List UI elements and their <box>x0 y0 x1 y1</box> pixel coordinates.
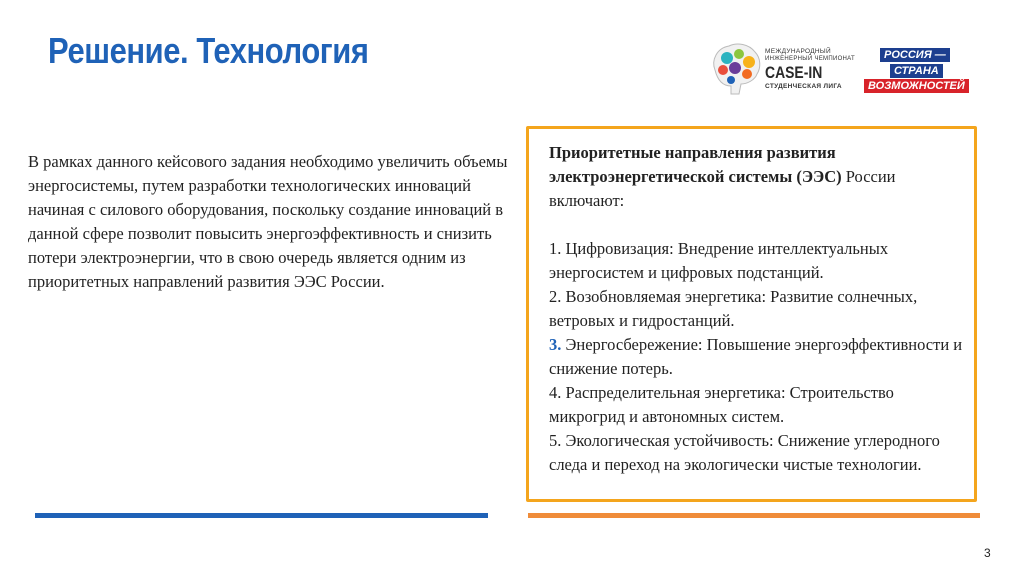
case-in-wordmark: CASE-IN <box>765 63 823 82</box>
priorities-content <box>549 141 969 477</box>
slide-title: Решение. Технология <box>48 30 369 71</box>
priority-item-1 <box>549 237 969 285</box>
priority-item-3 <box>549 333 969 381</box>
priority-item-1-text: Цифровизация: Внедрение интеллектуальных энергосистем и цифровых подстанций. <box>549 239 889 282</box>
priority-item-4 <box>549 381 969 429</box>
case-in-line4: СТУДЕНЧЕСКАЯ ЛИГА <box>765 83 842 90</box>
russia-logo-line3: ВОЗМОЖНОСТЕЙ <box>864 79 969 93</box>
bottom-bar-orange <box>528 513 980 518</box>
priority-item-5-num: 5. <box>549 431 562 450</box>
priority-item-2-text: Возобновляемая энергетика: Развитие солнечных, ветровых и гидростанций. <box>549 287 918 330</box>
priorities-heading-rest: России включают: <box>549 167 896 210</box>
priorities-box <box>526 126 977 502</box>
priorities-heading-bold: Приоритетные направления развития электроэнергетической системы (ЭЭС) <box>549 143 842 186</box>
priority-item-3-text: Энергосбережение: Повышение энергоэффективности и снижение потерь. <box>549 335 963 378</box>
priority-item-5 <box>549 429 969 477</box>
russia-logo-line1: РОССИЯ — <box>880 48 950 62</box>
russia-logo <box>864 48 970 94</box>
case-in-brain-icon <box>707 40 763 98</box>
priority-item-5-text: Экологическая устойчивость: Снижение углеродного следа и переход на экологически чистые технологии. <box>549 431 940 474</box>
bottom-bar-blue <box>35 513 488 518</box>
priority-item-3-num: 3. <box>549 335 562 354</box>
priority-item-4-num: 4. <box>549 383 562 402</box>
page-number: 3 <box>984 546 991 560</box>
left-paragraph: В рамках данного кейсового задания необходимо увеличить объемы энергосистемы, путем разработки технологических инноваций начиная с силового оборудования, поскольку создание инноваций в данной сфере позволит повысить энергоэффективность и снизить потери электроэнергии, что в свою очередь является одним из приоритетных направлений развития ЭЭС России. <box>28 152 508 291</box>
russia-logo-line2: СТРАНА <box>890 64 943 78</box>
priorities-heading <box>549 141 969 213</box>
priority-item-4-text: Распределительная энергетика: Строительство микрогрид и автономных систем. <box>549 383 894 426</box>
priority-item-1-num: 1. <box>549 239 562 258</box>
case-in-line2: ИНЖЕНЕРНЫЙ ЧЕМПИОНАТ <box>765 56 855 62</box>
case-in-line1: МЕЖДУНАРОДНЫЙ <box>765 48 831 55</box>
priority-item-2-num: 2. <box>549 287 562 306</box>
case-in-logo <box>707 40 855 98</box>
priority-item-2 <box>549 285 969 333</box>
